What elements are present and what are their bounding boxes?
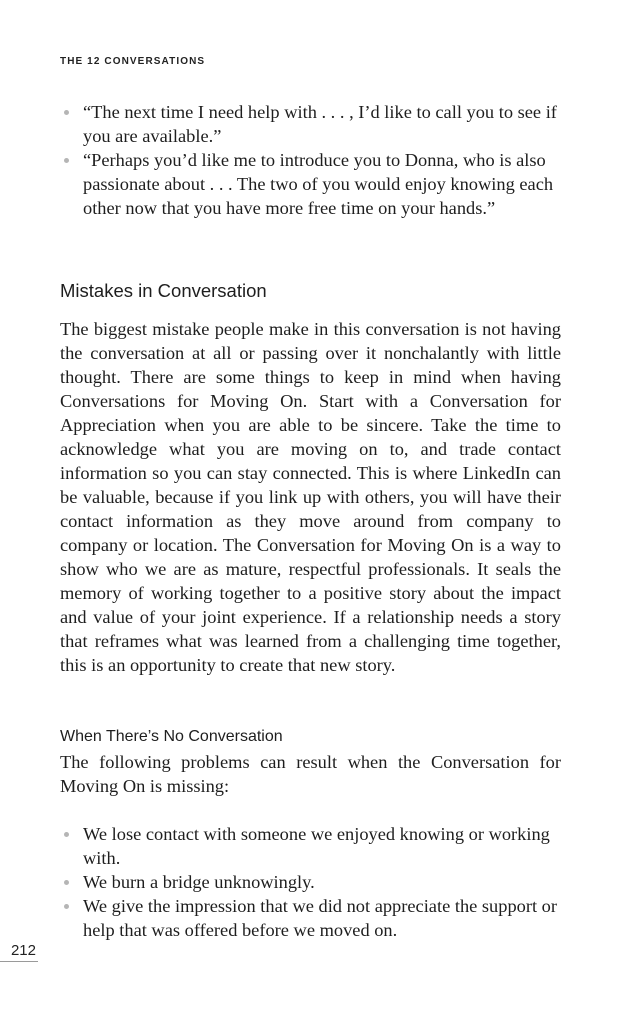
bullet-item (60, 100, 565, 148)
problems-bullet-list (60, 822, 565, 942)
section-heading: Mistakes in Conversation (60, 280, 267, 301)
bullet-text: We give the impression that we did not appreciate the support or help that was offered before we moved on. (83, 896, 557, 940)
bullet-dot-icon (64, 832, 69, 837)
bullet-item (60, 870, 565, 894)
bullet-dot-icon (64, 110, 69, 115)
page-number: 212 (0, 941, 38, 962)
running-head: THE 12 CONVERSATIONS (60, 56, 206, 67)
subsection-paragraph: The following problems can result when the Conversation for Moving On is missing: (60, 752, 561, 796)
bullet-item (60, 822, 565, 870)
bullet-text: We lose contact with someone we enjoyed knowing or working with. (83, 824, 550, 868)
bullet-text: “The next time I need help with . . . , I’d like to call you to see if you are available.” (83, 102, 557, 146)
bullet-text: “Perhaps you’d like me to introduce you to Donna, who is also passionate about . . . The two of you would enjoy knowing each other now that you have more free time on your hands.” (83, 150, 554, 218)
bullet-dot-icon (64, 880, 69, 885)
bullet-dot-icon (64, 158, 69, 163)
body-paragraph: The biggest mistake people make in this conversation is not having the conversation at all or passing over it nonchalantly with little thought. There are some things to keep in mind when having Conversations for Moving On. Start with a Conversation for Appreciation when you are able to be sincere. Take the time to acknowledge what you are moving on to, and trade contact information so you can stay connected. This is where LinkedIn can be valuable, because if you link up with others, you will have their contact information as they move around from company to company or location. The Conversation for Moving On is a way to show who we are as mature, respectful professionals. It seals the memory of working together to a positive story about the impact and value of your joint experience. If a relationship needs a story that reframes what was learned from a challenging time together, this is an opportunity to create that new story. (60, 319, 561, 675)
intro-bullet-list (60, 100, 565, 220)
bullet-text: We burn a bridge unknowingly. (83, 872, 315, 892)
bullet-item (60, 894, 565, 942)
subsection-heading: When There’s No Conversation (60, 728, 283, 745)
bullet-dot-icon (64, 904, 69, 909)
bullet-item (60, 148, 565, 220)
